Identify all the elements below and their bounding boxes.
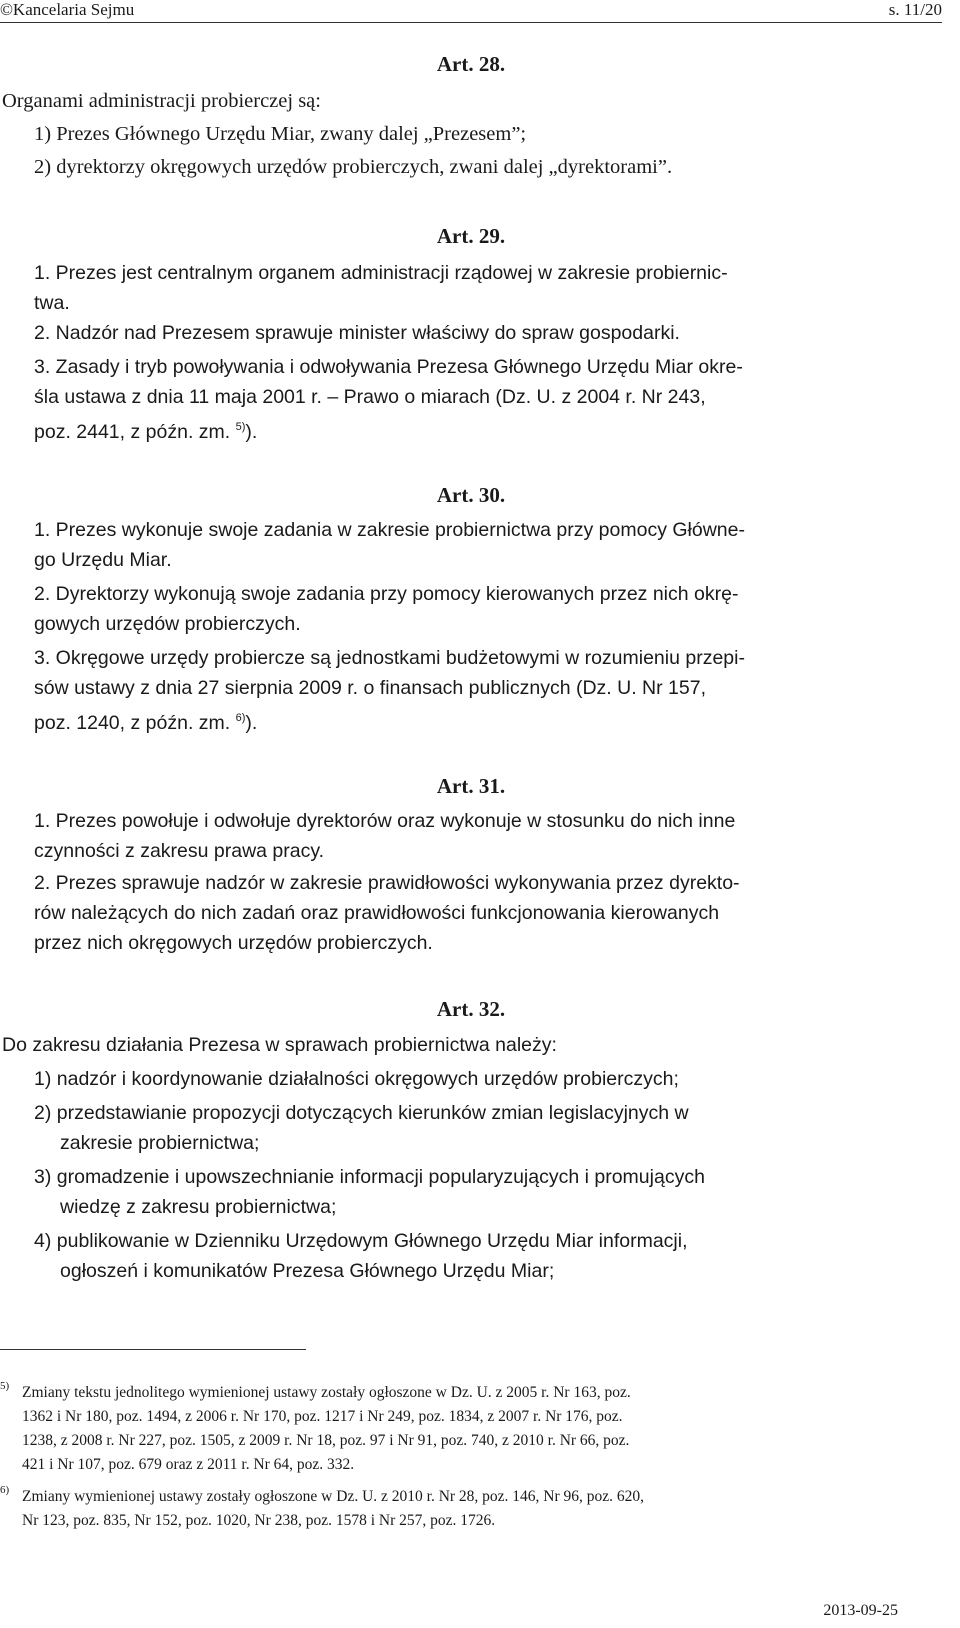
footnote-ref-6[interactable]: 6) xyxy=(235,712,246,724)
article-31-par-2-line-2: rów należących do nich zadań oraz prawidłowości funkcjonowania kierowanych xyxy=(34,902,720,924)
footnote-5-line-2: 1362 i Nr 180, poz. 1494, z 2006 r. Nr 170, poz. 1217 i Nr 249, poz. 1834, z 2007 r. Nr 176, poz. xyxy=(22,1408,623,1425)
article-29-par-3-line-2: śla ustawa z dnia 11 maja 2001 r. – Prawo o miarach (Dz. U. z 2004 r. Nr 243, xyxy=(34,386,706,408)
article-31-title: Art. 31. xyxy=(436,774,506,798)
article-32-intro: Do zakresu działania Prezesa w sprawach probiernictwa należy: xyxy=(2,1034,557,1056)
footnote-5 xyxy=(0,1374,9,1405)
footnote-6 xyxy=(0,1478,9,1509)
footnote-5-line-4: 421 i Nr 107, poz. 679 oraz z 2011 r. Nr 64, poz. 332. xyxy=(22,1456,355,1473)
article-28-item-1: 1) Prezes Głównego Urzędu Miar, zwany dalej „Prezesem”; xyxy=(34,123,527,145)
article-32-item-4-line-2: ogłoszeń i komunikatów Prezesa Głównego Urzędu Miar; xyxy=(60,1260,555,1282)
article-32-item-4-line-1: 4) publikowanie w Dzienniku Urzędowym Głównego Urzędu Miar informacji, xyxy=(34,1230,688,1252)
header-divider xyxy=(0,22,942,23)
article-31-par-2-line-1: 2. Prezes sprawuje nadzór w zakresie prawidłowości wykonywania przez dyrekto- xyxy=(34,872,740,894)
header-page-number: s. 11/20 xyxy=(888,0,942,19)
article-30-par-3-end: ). xyxy=(245,712,258,734)
footnote-5-line-1: Zmiany tekstu jednolitego wymienionej ustawy zostały ogłoszone w Dz. U. z 2005 r. Nr 163, poz. xyxy=(22,1384,631,1401)
article-29-par-2: 2. Nadzór nad Prezesem sprawuje minister właściwy do spraw gospodarki. xyxy=(34,322,680,344)
footnote-5-line-3: 1238, z 2008 r. Nr 227, poz. 1505, z 2009 r. Nr 18, poz. 97 i Nr 91, poz. 740, z 2010 r. Nr 66, poz. xyxy=(22,1432,630,1449)
article-30-par-2-line-1: 2. Dyrektorzy wykonują swoje zadania przy pomocy kierowanych przez nich okrę- xyxy=(34,583,739,605)
footnote-6-mark: 6) xyxy=(0,1484,10,1496)
footnote-5-mark: 5) xyxy=(0,1380,10,1392)
article-29-par-3-text: poz. 2441, z późn. zm. xyxy=(34,421,231,443)
article-32-item-2-line-2: zakresie probiernictwa; xyxy=(60,1132,260,1154)
article-30-par-3-line-3 xyxy=(34,703,257,738)
article-30-par-3-line-2: sów ustawy z dnia 27 sierpnia 2009 r. o finansach publicznych (Dz. U. Nr 157, xyxy=(34,677,707,699)
article-29-par-3-end: ). xyxy=(245,421,258,443)
article-28-title: Art. 28. xyxy=(436,52,506,76)
article-32-item-2-line-1: 2) przedstawianie propozycji dotyczących kierunków zmian legislacyjnych w xyxy=(34,1102,689,1124)
article-31-par-2-line-3: przez nich okręgowych urzędów probierczych. xyxy=(34,932,433,954)
footnote-6-line-1: Zmiany wymienionej ustawy zostały ogłoszone w Dz. U. z 2010 r. Nr 28, poz. 146, Nr 96, poz. 620, xyxy=(22,1488,645,1505)
article-32-title: Art. 32. xyxy=(436,997,506,1021)
article-29-par-3-line-1: 3. Zasady i tryb powoływania i odwoływania Prezesa Głównego Urzędu Miar okre- xyxy=(34,356,743,378)
article-29-title: Art. 29. xyxy=(436,224,506,248)
article-30-par-1-line-2: go Urzędu Miar. xyxy=(34,549,172,571)
article-28-intro: Organami administracji probierczej są: xyxy=(2,90,321,112)
article-30-title: Art. 30. xyxy=(436,483,506,507)
article-32-item-3-line-2: wiedzę z zakresu probiernictwa; xyxy=(60,1196,337,1218)
article-30-par-3-line-1: 3. Okręgowe urzędy probiercze są jednostkami budżetowymi w rozumieniu przepi- xyxy=(34,647,745,669)
footnote-6-line-2: Nr 123, poz. 835, Nr 152, poz. 1020, Nr 238, poz. 1578 i Nr 257, poz. 1726. xyxy=(22,1512,496,1529)
article-30-par-3-text: poz. 1240, z późn. zm. xyxy=(34,712,231,734)
footer-date: 2013-09-25 xyxy=(823,1602,898,1619)
article-29-par-3-line-3 xyxy=(34,412,257,447)
header-publisher: ©Kancelaria Sejmu xyxy=(0,0,135,19)
footnote-ref-5[interactable]: 5) xyxy=(235,421,246,433)
article-31-par-1-line-1: 1. Prezes powołuje i odwołuje dyrektorów oraz wykonuje w stosunku do nich inne xyxy=(34,810,736,832)
article-28-item-2: 2) dyrektorzy okręgowych urzędów probierczych, zwani dalej „dyrektorami”. xyxy=(34,156,673,178)
article-29-par-1-line-1: 1. Prezes jest centralnym organem administracji rządowej w zakresie probiernic- xyxy=(34,262,728,284)
footnote-divider xyxy=(0,1349,306,1350)
article-32-item-3-line-1: 3) gromadzenie i upowszechnianie informacji popularyzujących i promujących xyxy=(34,1166,705,1188)
article-30-par-1-line-1: 1. Prezes wykonuje swoje zadania w zakresie probiernictwa przy pomocy Główne- xyxy=(34,519,745,541)
article-31-par-1-line-2: czynności z zakresu prawa pracy. xyxy=(34,840,325,862)
article-32-item-1: 1) nadzór i koordynowanie działalności okręgowych urzędów probierczych; xyxy=(34,1068,679,1090)
article-29-par-1-line-2: twa. xyxy=(34,292,70,314)
article-30-par-2-line-2: gowych urzędów probierczych. xyxy=(34,613,301,635)
